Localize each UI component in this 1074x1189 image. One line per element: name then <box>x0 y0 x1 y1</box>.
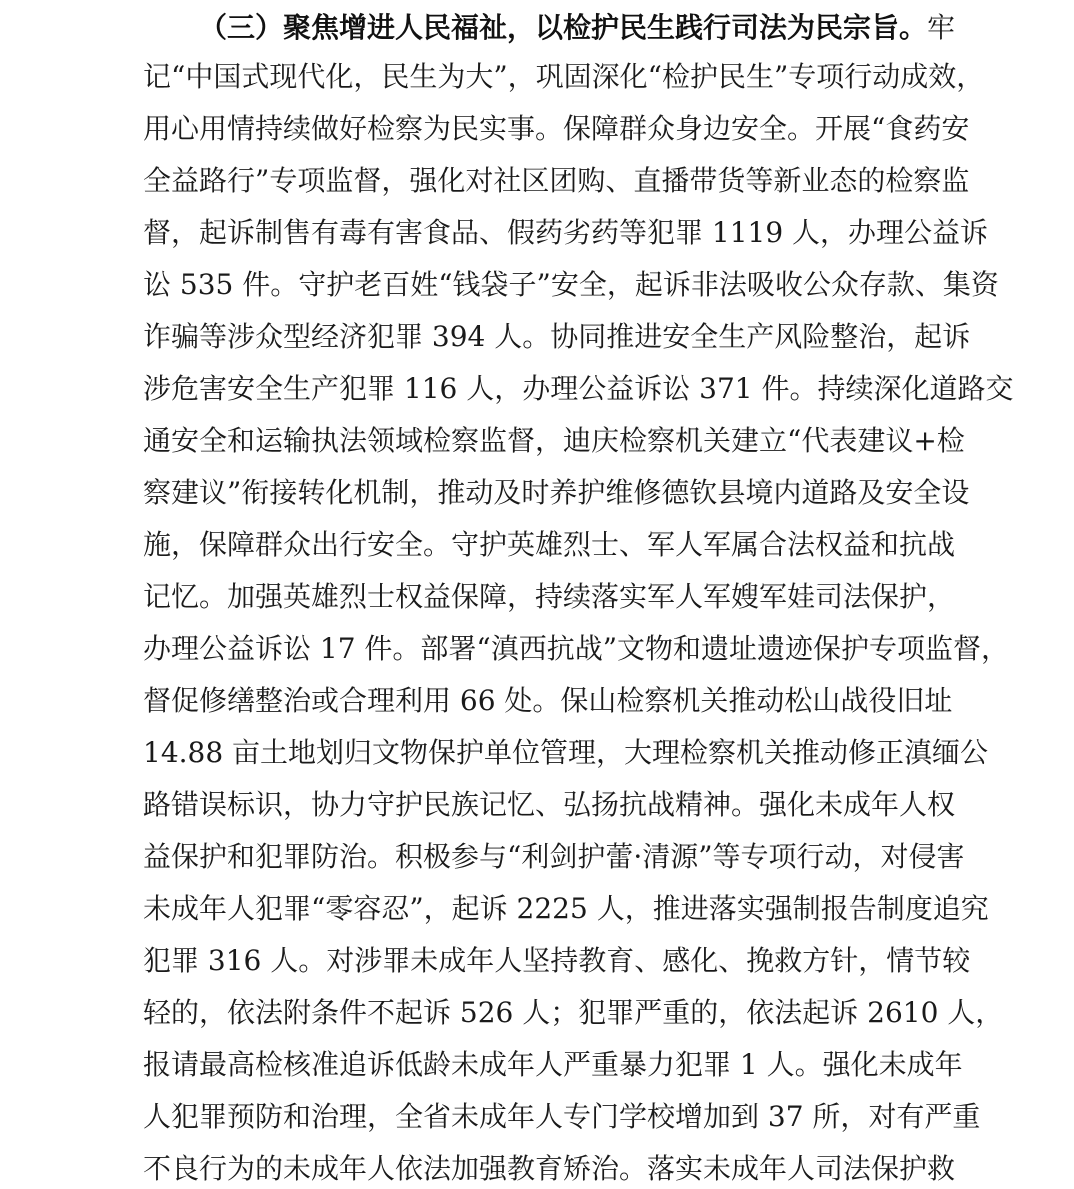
text-line: 14.88 亩土地划归文物保护单位管理，大理检察机关推动修正滇缅公 <box>143 736 989 769</box>
text-line: 不良行为的未成年人依法加强教育矫治。落实未成年人司法保护救 <box>143 1152 956 1185</box>
text-line: 路错误标识，协力守护民族记忆、弘扬抗战精神。强化未成年人权 <box>143 788 956 821</box>
text-line: 察建议”衔接转化机制，推动及时养护维修德钦县境内道路及安全设 <box>143 476 970 509</box>
text-line: 人犯罪预防和治理，全省未成年人专门学校增加到 37 所，对有严重 <box>143 1100 981 1133</box>
text-line: 涉危害安全生产犯罪 116 人，办理公益诉讼 371 件。持续深化道路交 <box>143 372 1014 405</box>
text-line: 督促修缮整治或合理利用 66 处。保山检察机关推动松山战役旧址 <box>143 684 953 717</box>
text-line: 诈骗等涉众型经济犯罪 394 人。协同推进安全生产风险整治，起诉 <box>143 320 971 353</box>
text-line: 通安全和运输执法领域检察监督，迪庆检察机关建立“代表建议+检 <box>143 424 965 457</box>
section-heading: （三）聚焦增进人民福祉，以检护民生践行司法为民宗旨。 <box>199 11 928 44</box>
text-line: 全益路行”专项监督，强化对社区团购、直播带货等新业态的检察监 <box>143 164 970 197</box>
first-line-tail: 牢 <box>927 11 956 44</box>
text-line: 督，起诉制售有毒有害食品、假药劣药等犯罪 1119 人，办理公益诉 <box>143 216 989 249</box>
text-line: 讼 535 件。守护老百姓“钱袋子”安全，起诉非法吸收公众存款、集资 <box>143 268 999 301</box>
text-line: 益保护和犯罪防治。积极参与“利剑护蕾·清源”等专项行动，对侵害 <box>143 840 965 873</box>
text-line: 轻的，依法附条件不起诉 526 人；犯罪严重的，依法起诉 2610 人， <box>143 996 1004 1029</box>
text-line: 办理公益诉讼 17 件。部署“滇西抗战”文物和遗址遗迹保护专项监督， <box>143 632 1010 665</box>
text-line: 施，保障群众出行安全。守护英雄烈士、军人军属合法权益和抗战 <box>143 528 956 561</box>
text-line: 用心用情持续做好检察为民实事。保障群众身边安全。开展“食药安 <box>143 112 970 145</box>
text-line: 记“中国式现代化，民生为大”，巩固深化“检护民生”专项行动成效， <box>143 60 985 93</box>
text-line: 报请最高检核准追诉低龄未成年人严重暴力犯罪 1 人。强化未成年 <box>143 1048 963 1081</box>
text-line: 未成年人犯罪“零容忍”，起诉 2225 人，推进落实强制报告制度追究 <box>143 892 989 925</box>
paragraph-first-line <box>143 8 956 48</box>
text-line: 犯罪 316 人。对涉罪未成年人坚持教育、感化、挽救方针，情节较 <box>143 944 971 977</box>
text-line: 记忆。加强英雄烈士权益保障，持续落实军人军嫂军娃司法保护， <box>143 580 956 613</box>
